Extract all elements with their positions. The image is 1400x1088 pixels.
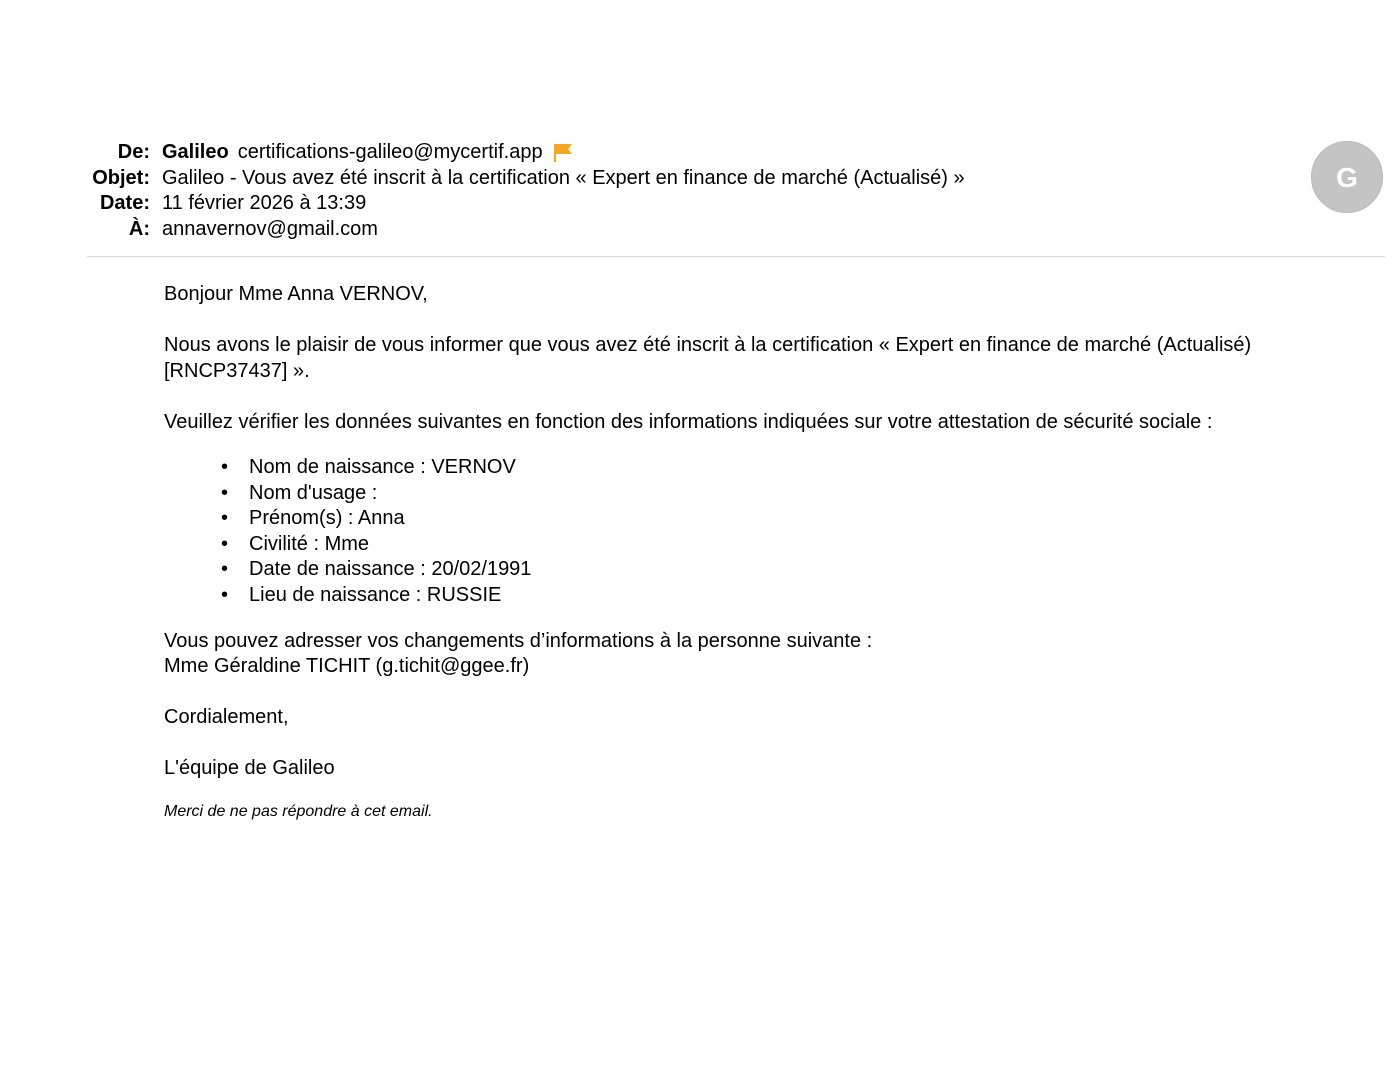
list-item-label: Nom d'usage :: [249, 481, 378, 504]
flag-icon[interactable]: [553, 143, 575, 163]
bullet-icon: •: [221, 558, 229, 581]
subject-value: Galileo - Vous avez été inscrit à la certification « Expert en finance de marché (Actualisé) »: [162, 166, 965, 189]
list-item-label: Prénom(s) : Anna: [249, 507, 405, 530]
signature: L'équipe de Galileo: [164, 757, 335, 780]
to-label: À:: [128, 217, 150, 240]
from-label: De:: [117, 141, 150, 163]
list-item: [221, 455, 1344, 481]
from-value: [162, 140, 575, 166]
date-label: Date:: [99, 192, 150, 214]
email-header: [0, 140, 1300, 242]
sender-email[interactable]: certifications-galileo@mycertif.app: [237, 141, 543, 163]
list-item: [221, 532, 1344, 558]
list-item: [221, 506, 1344, 532]
closing: Cordialement,: [164, 706, 289, 729]
bullet-icon: •: [221, 456, 229, 478]
list-item-label: Nom de naissance : VERNOV: [249, 456, 516, 478]
bullet-icon: •: [221, 583, 229, 606]
sender-avatar[interactable]: G: [1311, 141, 1383, 213]
subject-label: Objet:: [92, 166, 150, 189]
bullet-icon: •: [221, 481, 229, 504]
date-row: [0, 191, 1300, 217]
greeting: Bonjour Mme Anna VERNOV,: [164, 283, 428, 305]
identity-list: [164, 455, 1344, 609]
list-item-label: Date de naissance : 20/02/1991: [249, 558, 532, 581]
changes-paragraph: [164, 629, 1344, 680]
header-divider: [87, 256, 1385, 257]
list-item-label: Lieu de naissance : RUSSIE: [249, 583, 502, 606]
to-value[interactable]: annavernov@gmail.com: [162, 217, 378, 240]
email-body: [164, 282, 1344, 822]
subject-row: [0, 166, 1300, 192]
date-value: 11 février 2026 à 13:39: [162, 192, 367, 214]
list-item: [221, 557, 1344, 583]
bullet-icon: •: [221, 532, 229, 555]
verify-paragraph: Veuillez vérifier les données suivantes en fonction des informations indiquées sur votre attestation de sécurité sociale :: [164, 410, 1213, 433]
changes-contact[interactable]: Mme Géraldine TICHIT (g.tichit@ggee.fr): [164, 655, 530, 678]
changes-line-1: Vous pouvez adresser vos changements d’informations à la personne suivante :: [164, 629, 873, 652]
from-row: [0, 140, 1300, 166]
sender-name[interactable]: Galileo: [162, 141, 229, 163]
no-reply-note: Merci de ne pas répondre à cet email.: [164, 802, 433, 820]
to-row: [0, 217, 1300, 243]
list-item: [221, 481, 1344, 507]
list-item: [221, 583, 1344, 609]
list-item-label: Civilité : Mme: [249, 532, 370, 555]
intro-paragraph: Nous avons le plaisir de vous informer que vous avez été inscrit à la certification « Expert en finance de marché (Actualisé) [RNCP37437] ».: [164, 334, 1252, 382]
bullet-icon: •: [221, 507, 229, 530]
